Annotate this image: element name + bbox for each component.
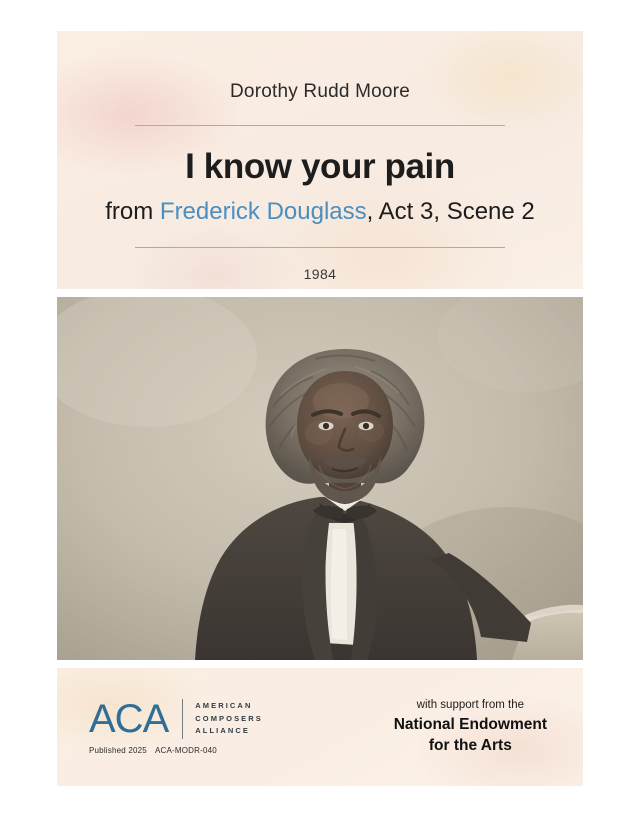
publisher-block xyxy=(89,699,263,755)
portrait-illustration xyxy=(57,297,583,660)
publication-meta xyxy=(89,746,263,755)
divider-bottom xyxy=(135,247,505,248)
divider-top xyxy=(135,125,505,126)
page-title: I know your pain xyxy=(185,147,455,186)
catalog-number: ACA-MODR-040 xyxy=(154,746,217,755)
portrait-image xyxy=(57,297,583,660)
aca-logo: ACA xyxy=(89,697,169,741)
subtitle-suffix: , Act 3, Scene 2 xyxy=(366,197,535,225)
publisher-name-line3: ALLIANCE xyxy=(195,726,250,736)
title-banner-content xyxy=(57,31,583,289)
footer-content xyxy=(57,668,583,786)
composition-year: 1984 xyxy=(303,266,337,283)
publisher-name-line2: COMPOSERS xyxy=(195,713,263,723)
footer-banner xyxy=(57,668,583,786)
published-year: Published 2025 xyxy=(89,746,147,755)
publisher-logo-row xyxy=(89,699,263,739)
publisher-name xyxy=(195,700,263,737)
work-subtitle xyxy=(105,198,535,226)
nea-support-block xyxy=(394,698,547,755)
title-banner xyxy=(57,31,583,289)
logo-divider xyxy=(182,699,183,739)
subtitle-prefix: from xyxy=(105,197,160,225)
nea-name-line1: National Endowment xyxy=(393,715,547,733)
publisher-name-line1: AMERICAN xyxy=(195,701,253,711)
subtitle-work-title: Frederick Douglass xyxy=(159,197,367,225)
support-line: with support from the xyxy=(416,699,525,712)
nea-name-line2: for the Arts xyxy=(428,737,512,755)
composer-name: Dorothy Rudd Moore xyxy=(230,81,410,102)
